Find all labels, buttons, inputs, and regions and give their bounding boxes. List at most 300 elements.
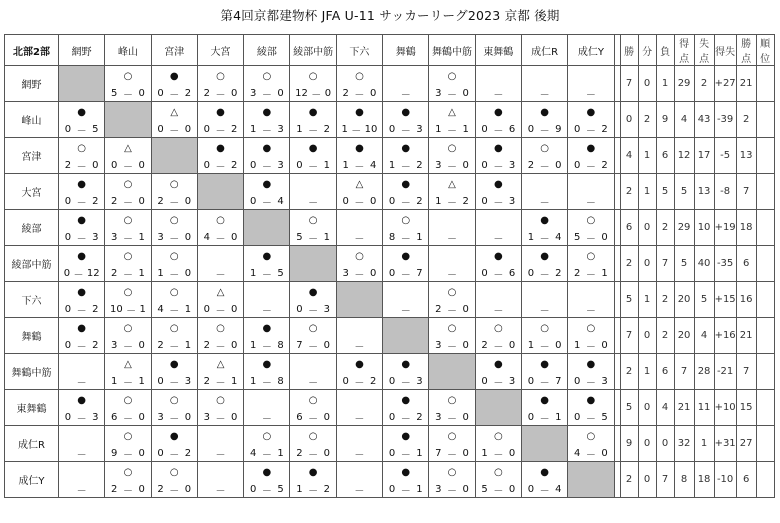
score-dash: －	[585, 413, 596, 425]
score	[152, 374, 197, 388]
score-for: －	[493, 305, 504, 317]
score-for: 0	[296, 303, 303, 315]
stat-value: -39	[714, 102, 736, 138]
stat-value: 0	[638, 318, 656, 354]
score-for: 0	[157, 447, 164, 459]
score-for: 2	[157, 483, 164, 495]
score-dash: －	[447, 449, 458, 461]
stat-value: 5	[694, 282, 714, 318]
column-team-7: 舞鶴	[383, 35, 429, 66]
result-symbol: ○	[493, 323, 503, 334]
result-symbol: ●	[540, 359, 549, 370]
result-symbol	[290, 359, 335, 370]
score-for: 1	[296, 123, 303, 135]
stat-value: 6	[736, 462, 756, 498]
stat-value: 20	[674, 318, 694, 354]
stat-value	[756, 174, 774, 210]
match-cell	[244, 174, 290, 210]
score	[568, 266, 613, 280]
column-team-3: 大宮	[197, 35, 243, 66]
result-symbol: ●	[401, 107, 411, 118]
score-for: 2	[64, 159, 72, 171]
match-cell	[429, 426, 475, 462]
score-dash: －	[169, 125, 180, 137]
score-against: 3	[508, 195, 516, 207]
match-cell	[105, 66, 151, 102]
score-for: 0	[388, 375, 396, 387]
score	[429, 338, 474, 352]
score	[522, 86, 567, 100]
match-cell	[521, 174, 567, 210]
result-symbol: ●	[493, 179, 503, 190]
score	[337, 122, 382, 136]
score-for: 0	[342, 375, 349, 387]
result-symbol: ○	[262, 431, 272, 442]
match-cell	[568, 210, 614, 246]
match-cell	[568, 390, 614, 426]
score-for: 10	[109, 303, 123, 315]
score-against: 3	[601, 375, 608, 387]
score-for: 0	[527, 123, 535, 135]
stat-value: 4	[656, 390, 674, 426]
score-dash: －	[493, 161, 504, 173]
result-symbol: ●	[216, 107, 225, 118]
score-for: 0	[527, 483, 535, 495]
score-against: 0	[369, 267, 377, 279]
match-cell	[197, 246, 243, 282]
result-symbol: ●	[262, 467, 272, 478]
score	[244, 86, 289, 100]
score-against: 0	[369, 87, 377, 99]
score	[59, 374, 104, 388]
score-for: 4	[249, 447, 257, 459]
score-against: 0	[462, 159, 469, 171]
score-against: 0	[601, 231, 608, 243]
score-against: 0	[231, 411, 238, 423]
score	[105, 86, 150, 100]
match-cell	[59, 138, 105, 174]
score-against: 1	[555, 411, 562, 423]
stat-value: 7	[656, 462, 674, 498]
stat-header-3: 得点	[674, 35, 694, 66]
score-for: 0	[63, 267, 71, 279]
score-for: 0	[64, 303, 72, 315]
score-against: 2	[323, 483, 331, 495]
result-symbol	[337, 323, 382, 334]
result-symbol	[568, 71, 613, 82]
result-symbol: ●	[586, 143, 596, 154]
match-cell	[290, 282, 336, 318]
score-dash: －	[447, 341, 458, 353]
stat-value: 21	[736, 66, 756, 102]
score-against: 1	[416, 231, 423, 243]
diagonal-cell	[429, 354, 475, 390]
score-against: 2	[92, 195, 99, 207]
score	[522, 194, 567, 208]
result-symbol: ●	[355, 359, 364, 370]
score-for: 0	[296, 159, 303, 171]
stat-value: 5	[674, 246, 694, 282]
result-symbol: ●	[401, 179, 411, 190]
score	[429, 122, 474, 136]
result-symbol	[337, 431, 382, 442]
result-symbol	[429, 215, 474, 226]
result-symbol	[198, 467, 243, 478]
score-against: 1	[138, 231, 145, 243]
score-dash: －	[585, 125, 596, 137]
score	[337, 194, 382, 208]
score-for: －	[261, 413, 272, 425]
score-for: 3	[111, 231, 118, 243]
score-against: 2	[369, 375, 377, 387]
column-team-6: 下六	[336, 35, 382, 66]
score-dash: －	[447, 305, 458, 317]
score-against: 0	[555, 159, 562, 171]
score	[337, 410, 382, 424]
diagonal-cell	[59, 66, 105, 102]
result-symbol: ●	[401, 431, 411, 442]
score-against: 12	[86, 267, 100, 279]
match-cell	[290, 354, 336, 390]
score-dash: －	[261, 341, 272, 353]
column-team-2: 宮津	[151, 35, 197, 66]
score	[198, 86, 243, 100]
score	[105, 158, 150, 172]
score-dash: －	[447, 485, 458, 497]
score-dash: －	[493, 377, 504, 389]
score	[290, 86, 335, 100]
score	[152, 410, 197, 424]
result-symbol: ○	[586, 215, 596, 226]
match-cell	[568, 426, 614, 462]
score-for: 7	[435, 447, 442, 459]
score	[290, 482, 335, 496]
score	[476, 122, 521, 136]
score-for: 0	[388, 195, 396, 207]
score	[337, 230, 382, 244]
stat-value: 7	[736, 174, 756, 210]
score	[522, 338, 567, 352]
match-cell	[151, 246, 197, 282]
score-for: 0	[111, 159, 118, 171]
score	[383, 302, 428, 316]
score-dash: －	[400, 377, 411, 389]
score-dash: －	[539, 161, 550, 173]
score-for: 0	[574, 375, 581, 387]
score-dash: －	[215, 161, 226, 173]
score-dash: －	[73, 269, 84, 281]
stat-value: -5	[714, 138, 736, 174]
result-symbol: △	[124, 143, 132, 154]
score	[244, 266, 289, 280]
stat-value: 2	[656, 318, 674, 354]
score-dash: －	[215, 341, 226, 353]
score	[429, 86, 474, 100]
score-for: 4	[203, 231, 211, 243]
score-dash: －	[400, 449, 411, 461]
score-dash: －	[169, 269, 180, 281]
match-cell	[568, 66, 614, 102]
score-dash: －	[122, 485, 133, 497]
stat-value: -8	[714, 174, 736, 210]
score-for: 1	[388, 159, 396, 171]
result-symbol: ○	[447, 395, 457, 406]
score	[152, 230, 197, 244]
score-for: －	[585, 89, 596, 101]
score-against: 2	[323, 123, 331, 135]
result-symbol: ●	[262, 251, 272, 262]
score	[59, 446, 104, 460]
score-against: 0	[508, 483, 516, 495]
score-for: 0	[249, 483, 257, 495]
match-cell	[568, 174, 614, 210]
score-against: 2	[184, 87, 192, 99]
score-dash: －	[122, 341, 133, 353]
stat-value: 27	[736, 426, 756, 462]
score-for: －	[493, 233, 504, 245]
score-dash: －	[308, 125, 319, 137]
score-for: 2	[203, 375, 211, 387]
match-cell	[336, 426, 382, 462]
score-for: 0	[64, 411, 72, 423]
score-for: －	[308, 377, 319, 389]
score	[337, 338, 382, 352]
match-cell	[197, 66, 243, 102]
score-against: 3	[92, 231, 99, 243]
score-dash: －	[493, 125, 504, 137]
score	[522, 482, 567, 496]
score-for: 0	[157, 123, 164, 135]
score-for: 1	[481, 447, 488, 459]
match-cell	[59, 282, 105, 318]
match-cell	[521, 354, 567, 390]
result-symbol: △	[355, 179, 364, 190]
stat-value: 17	[694, 138, 714, 174]
score	[337, 86, 382, 100]
score-for: 0	[64, 123, 72, 135]
result-symbol: ●	[355, 107, 364, 118]
score-for: 3	[435, 87, 442, 99]
match-cell	[244, 138, 290, 174]
score-against: 0	[184, 123, 192, 135]
score-for: 3	[435, 411, 442, 423]
result-symbol: ○	[123, 431, 133, 442]
score	[476, 86, 521, 100]
table-row	[5, 462, 775, 498]
score-for: 2	[203, 339, 211, 351]
stat-value: 5	[656, 174, 674, 210]
match-cell	[244, 282, 290, 318]
score	[290, 446, 335, 460]
result-symbol: ●	[77, 287, 87, 298]
score-for: －	[215, 269, 226, 281]
result-symbol: ○	[308, 71, 318, 82]
match-cell	[429, 282, 475, 318]
match-cell	[59, 102, 105, 138]
result-symbol: ○	[447, 71, 457, 82]
score-against: 5	[277, 267, 284, 279]
match-cell	[475, 354, 521, 390]
match-cell	[383, 246, 429, 282]
score-dash: －	[400, 125, 411, 137]
score	[290, 230, 335, 244]
score	[105, 266, 150, 280]
result-symbol	[476, 215, 521, 226]
match-cell	[105, 390, 151, 426]
stat-value: 7	[736, 354, 756, 390]
match-cell	[336, 318, 382, 354]
score-against: 0	[138, 483, 145, 495]
result-symbol	[522, 179, 567, 190]
stat-value: 7	[620, 66, 638, 102]
score-against: 2	[416, 195, 423, 207]
score	[383, 482, 428, 496]
score	[59, 158, 104, 172]
score	[522, 266, 567, 280]
stat-value: 20	[674, 282, 694, 318]
score	[568, 230, 613, 244]
score-dash: －	[215, 125, 226, 137]
score	[59, 122, 104, 136]
result-symbol: ○	[216, 323, 225, 334]
result-symbol: ○	[447, 143, 457, 154]
score-against: 3	[416, 375, 423, 387]
result-symbol: ○	[169, 395, 179, 406]
score-against: 0	[601, 339, 608, 351]
score-for: 0	[388, 447, 396, 459]
score-dash: －	[585, 377, 596, 389]
score	[568, 194, 613, 208]
league-table	[4, 34, 775, 498]
score-against: 0	[138, 87, 145, 99]
score-dash: －	[585, 341, 596, 353]
score-against: 1	[416, 483, 423, 495]
stat-value: 32	[674, 426, 694, 462]
score-dash: －	[354, 161, 365, 173]
stat-value: 12	[674, 138, 694, 174]
score-dash: －	[400, 485, 411, 497]
score-against: 0	[277, 87, 284, 99]
score-against: 0	[462, 303, 469, 315]
score-for: 0	[574, 123, 581, 135]
score	[522, 230, 567, 244]
stat-value	[756, 282, 774, 318]
score-against: 1	[601, 267, 608, 279]
score	[429, 194, 474, 208]
table-row	[5, 426, 775, 462]
stat-value: -35	[714, 246, 736, 282]
score	[476, 374, 521, 388]
score-for: －	[354, 449, 365, 461]
score-for: 0	[203, 123, 211, 135]
stat-value: 0	[638, 462, 656, 498]
stat-value	[756, 102, 774, 138]
result-symbol: ●	[262, 179, 272, 190]
match-cell	[336, 246, 382, 282]
score-dash: －	[261, 485, 272, 497]
result-symbol: ●	[540, 395, 549, 406]
score	[568, 86, 613, 100]
match-cell	[197, 354, 243, 390]
score-against: 7	[416, 267, 423, 279]
score-against: 4	[555, 483, 562, 495]
score-for: 2	[203, 87, 211, 99]
stat-value	[756, 462, 774, 498]
score-for: －	[539, 197, 550, 209]
result-symbol	[59, 431, 104, 442]
stat-value: 2	[656, 282, 674, 318]
result-symbol: ●	[540, 467, 549, 478]
stat-value: 0	[656, 426, 674, 462]
stat-value: 5	[620, 282, 638, 318]
score-for: 0	[574, 411, 581, 423]
score-against: 2	[231, 123, 238, 135]
result-symbol: ○	[123, 251, 133, 262]
score-dash: －	[539, 269, 550, 281]
stat-value	[756, 426, 774, 462]
score	[522, 302, 567, 316]
match-cell	[151, 66, 197, 102]
stat-value: 18	[736, 210, 756, 246]
score-dash: －	[493, 341, 504, 353]
match-cell	[151, 318, 197, 354]
diagonal-cell	[568, 462, 614, 498]
match-cell	[336, 462, 382, 498]
match-cell	[290, 66, 336, 102]
score	[383, 122, 428, 136]
table-row	[5, 66, 775, 102]
score-for: 1	[249, 375, 257, 387]
score-dash: －	[76, 233, 87, 245]
score-dash: －	[169, 449, 180, 461]
score-dash: －	[354, 89, 365, 101]
result-symbol: ●	[493, 251, 503, 262]
score-dash: －	[308, 233, 319, 245]
stat-header-1: 分	[638, 35, 656, 66]
score	[290, 122, 335, 136]
match-cell	[151, 210, 197, 246]
column-team-8: 舞鶴中筋	[429, 35, 475, 66]
score-for: 0	[157, 375, 164, 387]
score	[429, 266, 474, 280]
score-against: 2	[555, 267, 562, 279]
diagonal-cell	[290, 246, 336, 282]
score-dash: －	[76, 161, 87, 173]
score	[383, 158, 428, 172]
score	[59, 338, 104, 352]
stat-value: 4	[694, 318, 714, 354]
score	[568, 338, 613, 352]
score-for: －	[447, 269, 458, 281]
stat-value: 6	[656, 354, 674, 390]
score-for: 2	[435, 303, 442, 315]
stat-value	[756, 390, 774, 426]
stat-value: 6	[620, 210, 638, 246]
score-dash: －	[351, 125, 362, 137]
match-cell	[59, 246, 105, 282]
result-symbol: ○	[169, 215, 179, 226]
score-dash: －	[169, 233, 180, 245]
score	[152, 302, 197, 316]
match-cell	[383, 390, 429, 426]
score	[568, 158, 613, 172]
stat-value: 15	[736, 390, 756, 426]
result-symbol: ○	[355, 251, 364, 262]
score-against: 0	[508, 339, 516, 351]
result-symbol: ●	[493, 359, 503, 370]
match-cell	[59, 390, 105, 426]
score	[383, 446, 428, 460]
